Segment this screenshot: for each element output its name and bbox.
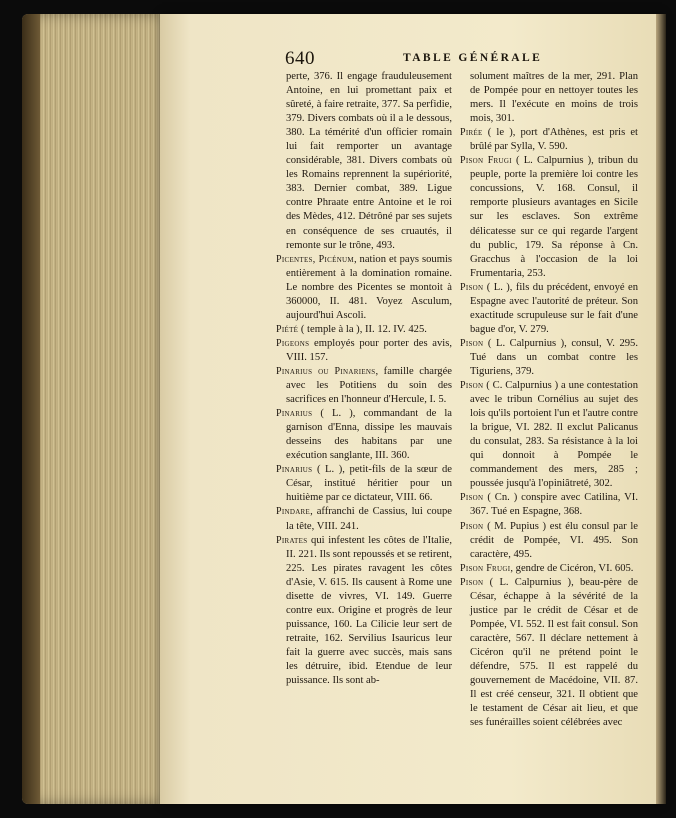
index-entry (460, 491, 638, 519)
index-entry (276, 337, 452, 365)
entry-text: ( M. Pupius ) est élu consul par le crédit de Pompée, VI. 495. Son caractère, 495. (470, 520, 638, 560)
index-entry (460, 576, 638, 731)
entry-text: , affranchi de Cassius, lui coupe la tête, VIII. 241. (286, 506, 452, 532)
entry-text: qui infestent les côtes de l'Italie, II. 221. Ils sont repoussés et se retirent, 225. Les pirates ravagent les côtes d'Asie, V. 615. Ils causent à Rome une disette de vivres, VI. 149. Guerre contre eux. Origine et progrès de leur puissance, 160. La Cilicie leur sert de retraite, 162. Servilius Isauricus leur fait la guerre avec succès, mais sans les détruire, ibid. Etendue de leur puissance. Ils sont ab- (286, 534, 452, 687)
index-entry (460, 154, 638, 280)
index-entry (276, 505, 452, 533)
index-column-right (460, 70, 638, 730)
index-entry (460, 337, 638, 379)
entry-term: Pison (460, 520, 484, 532)
index-entry (276, 70, 452, 253)
entry-text: ( L. ), petit-fils de la sœur de César, institué héritier pour un huitième par ce dictateur, VIII. 66. (286, 464, 452, 504)
index-column-left (276, 70, 452, 688)
entry-term: Pirates (276, 534, 308, 546)
entry-term: Pison (460, 492, 484, 504)
entry-text: ( L. Calpurnius ), tribun du peuple, porte la première loi contre les concussions, V. 168. Consul, il remporte plusieurs avantages en Sicile sur les esclaves. Son extrême délicatesse sur ce qui regarde l'argent du public, 179. Sa réponse à Cn. Gracchus à l'occasion de la loi Frumentaria, 253. (470, 155, 638, 279)
entry-term: Pison Frugi (460, 562, 511, 574)
index-entry (276, 253, 452, 323)
running-title: TABLE GÉNÉRALE (403, 52, 543, 64)
index-entry (460, 379, 638, 491)
entry-term: Pindare (276, 506, 311, 518)
entry-text: employés pour porter des avis, VIII. 157. (286, 337, 452, 363)
entry-term: Pinarius (276, 408, 313, 420)
index-entry (276, 534, 452, 689)
entry-term: Pison Frugi (460, 155, 512, 167)
entry-text: ( Cn. ) conspire avec Catilina, VI. 367. Tué en Espagne, 368. (470, 492, 638, 518)
entry-term: Pison (460, 281, 484, 293)
entry-text: solument maîtres de la mer, 291. Plan de Pompée pour en nettoyer toutes les mers. Il l'exécute en moins de trois mois, 301. (470, 71, 638, 125)
entry-term: Picentes, Picénum (276, 253, 354, 265)
entry-text: perte, 376. Il engage frauduleusement Antoine, en lui promettant paix et sûreté, à faire retraite, 377. Sa perfidie, 379. Divers combats où il a le dessous, 380. La témérité d'un officier romain lui fait remporter un avantage considérable, 381. Divers combats où les Romains reprennent la supériorité, 383. Dernier combat, 389. Ligue contre Phraate entre Antoine et le roi des Mèdes, 412. Détrôné par ses sujets en conséquence de ses cruautés, il remonte sur le trône, 493. (286, 71, 452, 251)
index-entry (460, 520, 638, 562)
index-entry (460, 126, 638, 154)
entry-text: ( L. ), fils du précédent, envoyé en Espagne avec l'autorité de préteur. Son exactitude scrupuleuse sur le fait d'une bague d'or, V. 279. (470, 281, 638, 335)
entry-text: ( L. Calpurnius ), beau-père de César, échappe à la sévérité de la justice par le crédit de César et de Pompée, VI. 552. Il est fait consul. Son caractère, 567. Il déclare nettement à Cicéron qu'il ne prétend point le défendre, 575. Il est rappelé du gouvernement de Macédoine, VII. 87. Il est créé censeur, 321. Il obtient que le testament de César ait lieu, et que ses funérailles soient célébrées avec (470, 576, 638, 729)
index-entry (460, 281, 638, 337)
index-entry (460, 562, 638, 576)
entry-text: ( L. ), commandant de la garnison d'Enna, dissipe les mauvais desseins des habitans par une exécution sanglante, III. 360. (286, 408, 452, 462)
entry-term: Pison (460, 380, 484, 392)
binding-shadow (656, 14, 666, 804)
entry-text: ( le ), port d'Athènes, est pris et brûlé par Sylla, V. 590. (470, 127, 638, 153)
book-fore-edge (22, 14, 172, 804)
entry-text: ( L. Calpurnius ), consul, V. 295. Tué dans un combat contre les Tiguriens, 379. (470, 337, 638, 377)
entry-term: Pigeons (276, 337, 310, 349)
page-number: 640 (285, 48, 315, 69)
entry-term: Pirée (460, 127, 483, 139)
entry-text: ( C. Calpurnius ) a une contestation avec le tribun Cornélius au sujet des lois qu'ils portoient l'un et l'autre contre la brigue, VI. 282. Il exclut Palicanus du consulat, 283. Sa résistance à la loi qui donnoit à Pompée le commandement des mers, 285 ; poussée jusqu'à l'opiniâtreté, 302. (470, 380, 638, 490)
entry-text: , famille chargée avec les Potitiens du soin des sacrifices en l'honneur d'Hercule, I. 5. (286, 365, 452, 406)
index-entry (276, 463, 452, 505)
entry-term: Pinarius ou Pinariens (276, 365, 376, 377)
index-entry (460, 70, 638, 126)
entry-text: , gendre de Cicéron, VI. 605. (510, 562, 634, 574)
index-entry (276, 323, 452, 337)
entry-term: Piété (276, 323, 299, 335)
page-header (285, 48, 645, 70)
index-entry (276, 365, 452, 407)
entry-term: Pison (460, 337, 484, 349)
entry-text: , nation et pays soumis entièrement à la domination romaine. Le nombre des Picentes se montoit à 360000, II. 481. Voyez Asculum, aujourd'hui Ascoli. (286, 253, 453, 321)
entry-term: Pison (460, 576, 484, 588)
entry-text: ( temple à la ), II. 12. IV. 425. (298, 323, 427, 335)
entry-term: Pinarius (276, 464, 313, 476)
index-entry (276, 407, 452, 463)
